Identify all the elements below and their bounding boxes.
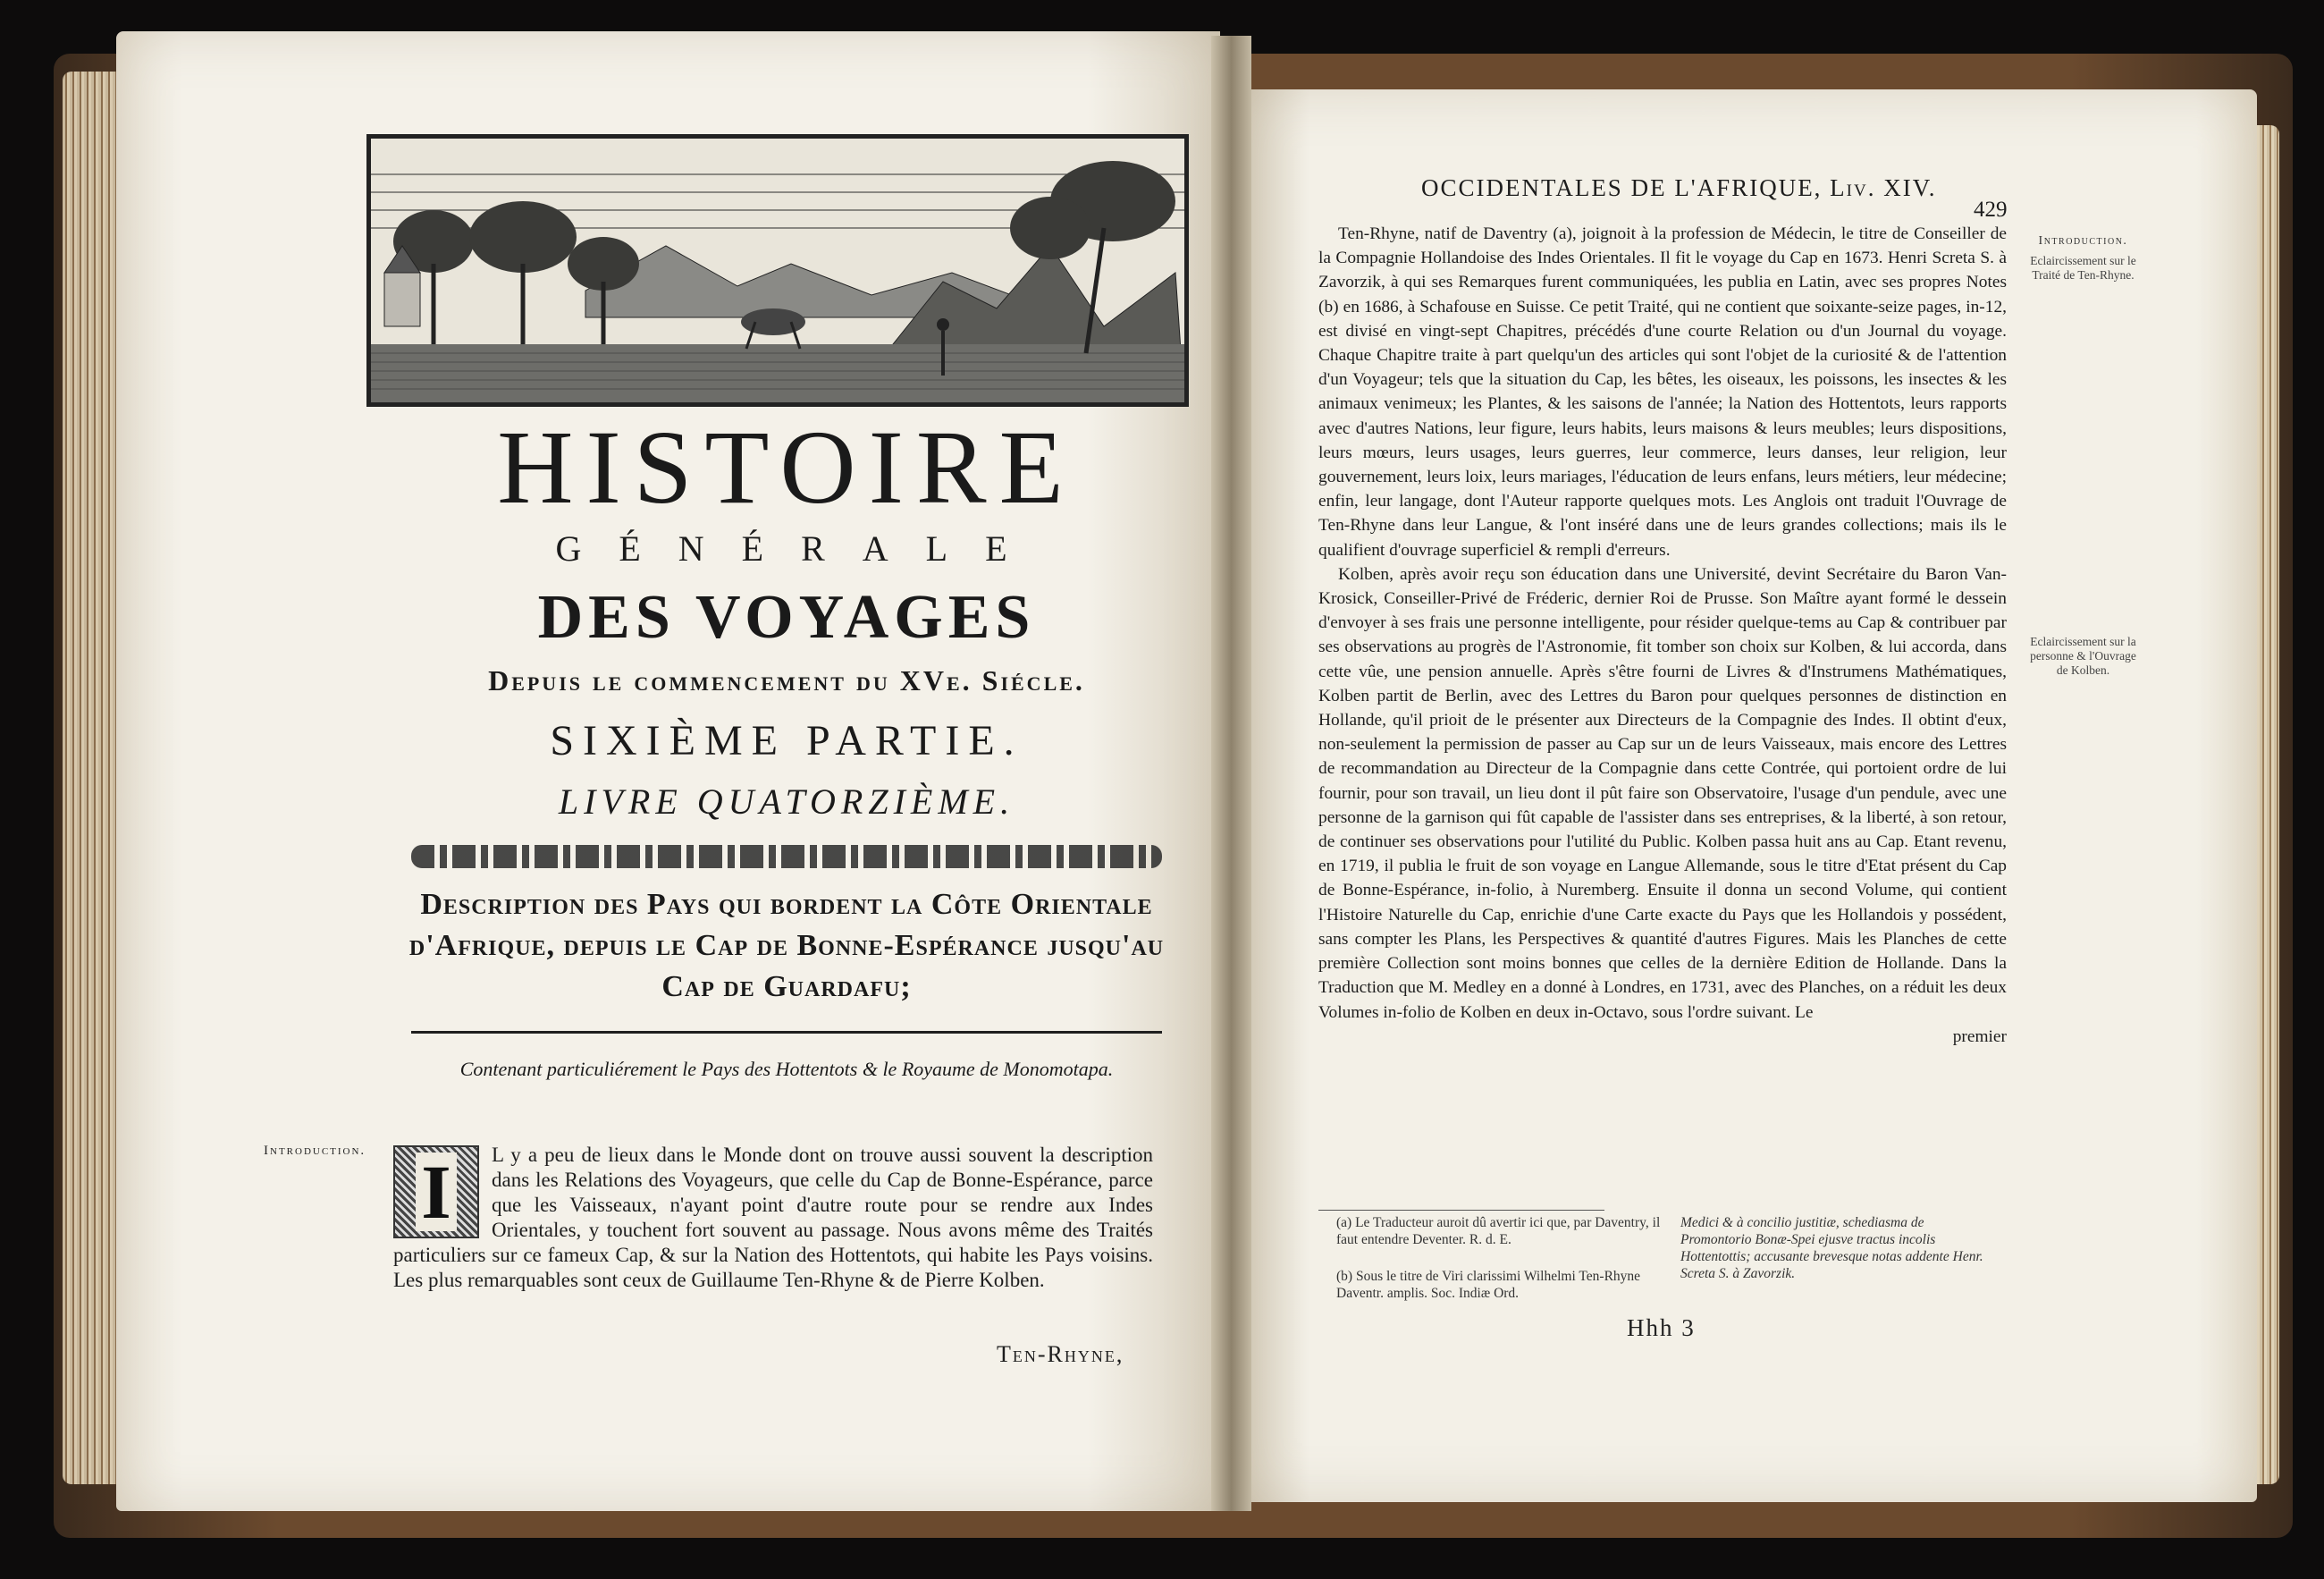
landscape-engraving bbox=[371, 139, 1184, 402]
right-body-text bbox=[1318, 222, 2007, 1049]
paragraph-ten-rhyne: Ten-Rhyne, natif de Daventry (a), joignoit à la profession de Médecin, le titre de Conseiller de la Compagnie Hollandoise des Indes Orientales. Il fit le voyage du Cap en 1673. Henri Screta S. à Zavorzik, à qui ses Remarques furent communiquées, les publia en Latin, avec ses propres Notes (b) en 1686, à Schafouse en Suisse. Ce petit Traité, qui ne contient que soixante-seize pages, in-12, est divisé en vingt-sept Chapitres, précédés d'une courte Relation ou d'un Journal du voyage. Chaque Chapitre traite à part quelqu'un des articles qui sont l'objet de la curiosité & de l'attention d'un Voyageur; tels que la situation du Cap, les bêtes, les oiseaux, les poissons, les insectes & les animaux venimeux; les Plantes, & les saisons de l'année; la Nation des Hottentots, leurs rapports avec d'autres Nations, leur figure, leurs habits, leurs maisons & leurs meubles; leurs dispositions, leurs mœurs, leurs usages, leurs guerres, leur commerce, leurs danses, leur religion, leur gouvernement, leurs loix, leurs mariages, l'éducation de leurs enfans, leurs métiers, leur médecine; enfin, leur langage, dont l'Auteur rapporte quelques mots. Les Anglois ont traduit l'Ouvrage de Ten-Rhyne dans leur Langue, & l'ont inséré dans une de leurs grandes collections; mais ils le qualifient d'ouvrage superficiel & rempli d'erreurs. bbox=[1318, 224, 2007, 560]
right-catchword: premier bbox=[1952, 1026, 2007, 1046]
dropcap-initial bbox=[393, 1145, 479, 1238]
woodcut-illustration bbox=[366, 134, 1189, 407]
margin-note-introduction: Introduction. bbox=[264, 1144, 366, 1158]
left-body-paragraph: L y a peu de lieux dans le Monde dont on trouve aussi souvent la description dans les Relations des Voyageurs, que celle du Cap de Bonne-Espérance, parce que les Vaisseaux, n'ayant point d'autre route pour se rendre aux Indes Orientales, y touchent fort souvent au passage. Nous avons même des Traités particuliers sur ce fameux Cap, & sur la Nation des Hottentots, qui habite les Pays voisins. Les plus remarquables sont ceux de Guillaume Ten-Rhyne & de Pierre Kolben. bbox=[393, 1144, 1153, 1291]
paragraph-kolben: Kolben, après avoir reçu son éducation dans une Université, devint Secrétaire du Baron Van-Krosick, Conseiller-Privé de Fréderic, dernier Roi de Prusse. Son Maître ayant formé le dessein d'envoyer à ses frais une personne intelligente, pour résider quelque-tems au Cap & contribuer par ses observations au progrès de l'Astronomie, fit tomber son choix sur Kolben, & lui accorda, dans cette vûe, une pension annuelle. Après s'être fourni de Livres & d'Instrumens Mathématiques, Kolben partit de Berlin, avec des Lettres du Baron pour quelques personnes de distinction en Hollande, qu'il prioit de le présenter aux Directeurs de la Compagnie des Indes. Il obtint d'eux, non-seulement la permission de passer au Cap sur un de leurs Vaisseaux, mais encore des Lettres de recommandation au Directeur de la Compagnie dans cette Contrée, qui portoient ordre de lui fournir, pour son travail, un lieu dont il pût faire son Observatoire, l'usage d'un pendule, avec une personne de la garnison qui fût capable de l'assister dans ses entreprises, & la liberté, à son retour, de continuer ses observations pour l'utilité du Public. Kolben passa huit ans au Cap. Etant revenu, en 1719, il publia le fruit de son voyage en Langue Allemande, sous le titre d'Etat présent du Cap de Bonne-Espérance, in-folio, à Nuremberg. Ensuite il donna un second Volume, qui contient l'Histoire Naturelle du Cap, enrichie d'une Carte exacte du Pays que les Hollandois y possédent, sans compter les Plans, les Perspectives & quantité d'autres Figures. Mais les Planches de cette première Collection sont moins bonnes que celles de la dernière Edition de Hollande. Dans la Traduction que M. Medley en a donné à Londres, en 1731, avec des Planches, on a réduit les deux Volumes in-folio de Kolben en deux in-Octavo, sous l'ordre suivant. Le bbox=[1318, 564, 2007, 1022]
ornament-band bbox=[411, 845, 1162, 868]
book-title: LIVRE QUATORZIÈME. bbox=[558, 781, 1015, 822]
footnote-b: (b) Sous le titre de Viri clarissimi Wilhelmi Ten-Rhyne Daventr. amplis. Soc. Indiæ Ord. bbox=[1336, 1269, 1641, 1301]
footnote-rule bbox=[1318, 1210, 1604, 1211]
chapter-subtitle: Contenant particuliérement le Pays des Hottentots & le Royaume de Monomotapa. bbox=[459, 1058, 1114, 1080]
footnote-c: Medici & à concilio justitiæ, schediasma de Promontorio Bonæ-Spei ejusve tractus incolis Hottentottis; accusante brevesque notas addente Henr. Screta S. à Zavorzik. bbox=[1680, 1215, 1983, 1281]
subtitle-voyages: DES VOYAGES bbox=[537, 583, 1036, 652]
subtitle-depuis: Depuis le commencement du XVe. Siécle. bbox=[488, 664, 1085, 697]
divider-rule bbox=[411, 1031, 1162, 1034]
title-block bbox=[393, 411, 1180, 1083]
page-number: 429 bbox=[1974, 198, 2008, 222]
left-catchword: Ten-Rhyne, bbox=[997, 1341, 1124, 1367]
chapter-description: Description des Pays qui bordent la Côte Orientale d'Afrique, depuis le Cap de Bonne-Espérance jusqu'au Cap de Guardafu; bbox=[408, 888, 1165, 1003]
left-body-text bbox=[393, 1143, 1153, 1293]
subtitle-generale: GÉNÉRALE bbox=[555, 528, 1045, 569]
side-note-header: Introduction. bbox=[2038, 234, 2128, 248]
dropcap-letter: I bbox=[416, 1153, 456, 1231]
side-note-ten-rhyne bbox=[2027, 234, 2139, 283]
running-head: OCCIDENTALES DE L'AFRIQUE, Liv. XIV. bbox=[1421, 174, 1937, 201]
side-note-kolben: Eclaircissement sur la personne & l'Ouvrage de Kolben. bbox=[2030, 635, 2136, 677]
part-title: SIXIÈME PARTIE. bbox=[550, 717, 1023, 764]
signature-mark: Hhh 3 bbox=[1627, 1314, 1696, 1341]
footnote-a: (a) Le Traducteur auroit dû avertir ici que, par Daventry, il faut entendre Deventer. R. d. E. bbox=[1336, 1215, 1661, 1247]
main-title: HISTOIRE bbox=[497, 409, 1076, 526]
side-note-text: Eclaircissement sur le Traité de Ten-Rhyne. bbox=[2030, 254, 2136, 282]
book-gutter bbox=[1211, 36, 1251, 1511]
